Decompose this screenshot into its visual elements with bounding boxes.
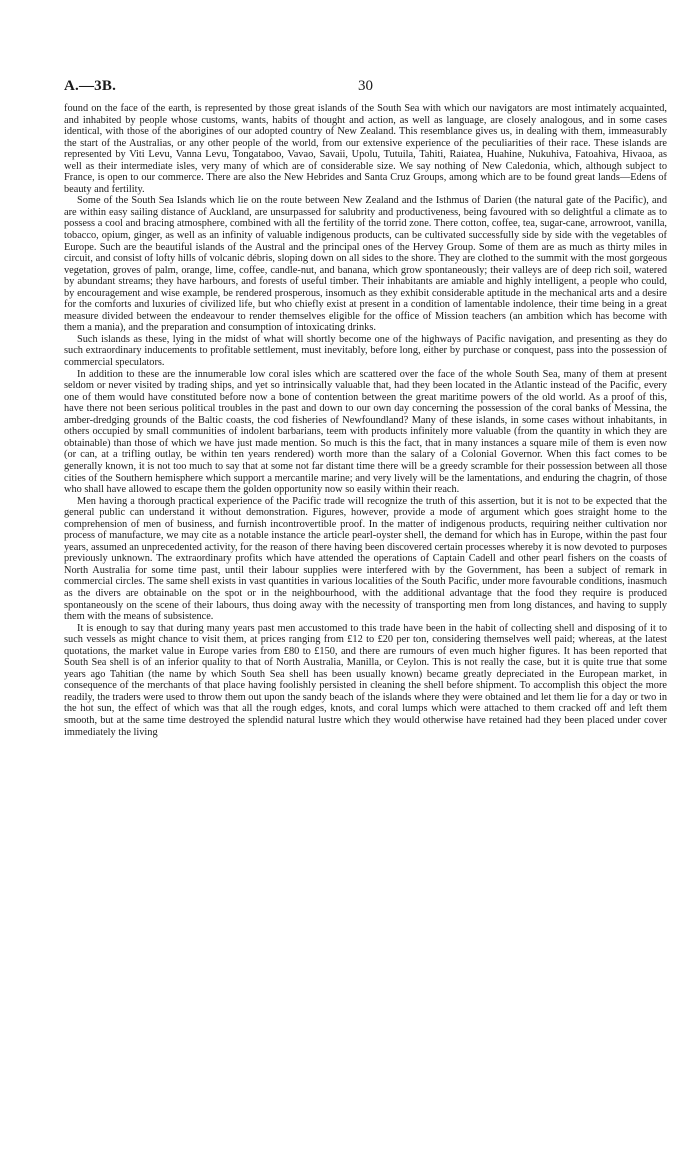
paragraph-1: found on the face of the earth, is represented by those great islands of the South Sea with which our navigators are most intimately acquainted, and inhabited by people whose customs, wants, habits of thought and action, as well as language, are closely analogous, and in some cases identical, with those of the aborigines of our adopted country of New Zealand. This resemblance gives us, in dealing with them, immeasurably the start of the Australias, or any other people of the world, from our extensive experience of the peculiarities of their race. These islands are represented by Viti Levu, Vanna Levu, Tongataboo, Vavao, Savaii, Upolu, Tutuila, Tahiti, Raiatea, Huahine, Nukuhiva, Fatoahiva, Hivaoa, as well as their intermediate isles, very many of which are of considerable size. We say nothing of New Caledonia, which, although subject to France, is open to our commerce. There are also the New Hebrides and Santa Cruz Groups, among which are to be found great lands—Edens of beauty and fertility. bbox=[64, 103, 667, 195]
paragraph-4: In addition to these are the innumerable low coral isles which are scattered over the face of the whole South Sea, many of them at present seldom or never visited by trading ships, and yet so intrinsically valuable that, had they been located in the Atlantic instead of the Pacific, every one of them would have constituted before now a bone of contention between the great maritime powers of the old world. As a proof of this, have there not been serious political troubles in the past and down to our own day concerning the possession of the coral banks of Messina, the amber-dredging grounds of the Baltic coasts, the cod fisheries of Newfoundland? Many of these islands, in some cases without inhabitants, in others occupied by small communities of indolent barbarians, teem with products infinitely more valuable (from the quantity in which they are obtainable) than those of which we have just made mention. So much is this the fact, that in many instances a square mile of them is even now (or can, at a trifling outlay, be within ten years rendered) worth more than the salary of a Colonial Governor. When this fact comes to be generally known, it is not too much to say that at some not far distant time there will be a greedy scramble for their possession between all those cities of the Southern hemisphere which support a mercantile marine; and very lively will be the lamentations, and enduring the chagrin, of those who shall have allowed to escape them the golden opportunity now so easily within their reach. bbox=[64, 368, 667, 496]
paragraph-3: Such islands as these, lying in the midst of what will shortly become one of the highways of Pacific navigation, and presenting as they do such extraordinary inducements to profitable settlement, must inevitably, before long, either by purchase or conquest, pass into the possession of commercial speculators. bbox=[64, 333, 667, 369]
paragraph-6: It is enough to say that during many years past men accustomed to this trade have been in the habit of collecting shell and disposing of it to such vessels as might chance to visit them, at prices ranging from £12 to £20 per ton, considering themselves well paid; whereas, at the latest quotations, the market value in Europe varies from £80 to £150, and there are rumours of even much higher figures. It has been reported that South Sea shell is of an inferior quality to that of North Australia, Manilla, or Ceylon. This is not really the case, but it is quite true that some years ago Tahitian (the name by which South Sea shell has been usually known) became greatly depreciated in the European market, in consequence of the merchants of that place having foolishly persisted in cleaning the shell before shipment. To accomplish this object the more readily, the traders were used to throw them out upon the sandy beach of the islands where they were obtained and let them lie for a day or two in the hot sun, the effect of which was that all the rough edges, knots, and coral lumps which were attached to them cracked off and left them smooth, but at the same time destroyed the splendid natural lustre which they would otherwise have retained had they been placed under cover immediately the living bbox=[64, 622, 667, 738]
paragraph-5: Men having a thorough practical experience of the Pacific trade will recognize the truth of this assertion, but it is not to be expected that the general public can understand it without demonstration. Figures, however, provide a mode of argument which goes straight home to the comprehension of men of business, and furnish incontrovertible proof. In the matter of indigenous products, requiring neither cultivation nor process of manufacture, we may cite as a notable instance the article pearl-oyster shell, the demand for which has in Europe, within the past four years, assumed an unprecedented activity, for the reason of there having been discovered certain processes whereby it is now devoted to purposes previously unknown. The extraordinary profits which have attended the operations of Captain Cadell and other pearl fishers on the coasts of North Australia for some time past, until their labour supplies were interfered with by the Government, has been a subject of remark in commercial circles. The same shell exists in vast quantities in various localities of the South Pacific, under more favourable conditions, inasmuch as the divers are obtainable on the spot or in the neighbourhood, with the additional advantage that the food they require is produced spontaneously on the scene of their labours, thus doing away with the necessity of transporting men from long distances, and having to supply them with the means of subsistence. bbox=[64, 495, 667, 623]
page-number: 30 bbox=[358, 78, 373, 94]
body-text bbox=[64, 103, 667, 738]
paragraph-2: Some of the South Sea Islands which lie on the route between New Zealand and the Isthmus of Darien (the natural gate of the Pacific), and are within easy sailing distance of Auckland, are unsurpassed for salubrity and productiveness, being favoured with so delightful a climate as to possess a cool and bracing atmosphere, combined with all the fertility of the torrid zone. There cotton, coffee, tea, sugar-cane, arrowroot, vanilla, tobacco, opium, ginger, as well as an infinity of valuable indigenous products, can be cultivated successfully side by side with the vegetables of Europe. Such are the beautiful islands of the Austral and the principal ones of the Hervey Group. Some of them are as much as thirty miles in circuit, and consist of lofty hills of volcanic débris, sloping down on all sides to the shore. They are clothed to the summit with the most gorgeous vegetation, groves of palm, orange, lime, coffee, candle-nut, and banana, which grow spontaneously; their valleys are of deep rich soil, watered by abundant streams; they have harbours, and forests of useful timber. Their inhabitants are amiable and highly intelligent, a people who could, by encouragement and wise example, be rendered prosperous, insomuch as they exhibit considerable aptitude in the mechanical arts and a desire for the comforts and luxuries of civilized life, but who chiefly exist at present in a condition of lamentable indolence, their time being in a great measure divided between the endeavour to render themselves eligible for the office of Mission teachers (an ambition which has become with them a mania), and the preparation and consumption of intoxicating drinks. bbox=[64, 195, 667, 334]
page-header bbox=[64, 78, 667, 100]
document-reference: A.—3B. bbox=[64, 78, 117, 94]
